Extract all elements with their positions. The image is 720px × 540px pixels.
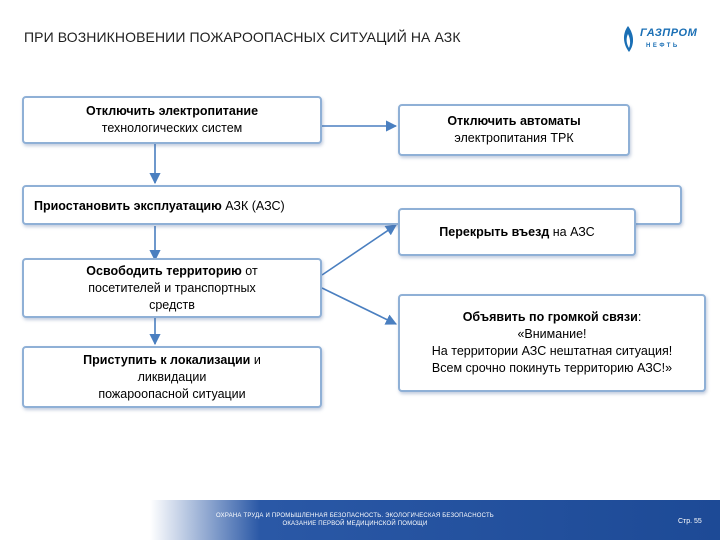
box6-bold: Объявить по громкой связи <box>462 310 638 324</box>
box6-line4: Всем срочно покинуть территорию АЗС!» <box>431 361 673 375</box>
box6-colon: : <box>637 310 642 324</box>
box5-normal3: средств <box>149 297 195 312</box>
logo-name: ГАЗПРОМ <box>640 27 698 39</box>
box-disable-power <box>22 96 322 144</box>
box-announce <box>398 294 706 392</box>
box7-normal3: пожароопасной ситуации <box>98 386 246 401</box>
box-block-entry <box>398 208 636 256</box>
box2-normal: электропитания ТРК <box>454 131 574 145</box>
box5-bold: Освободить территорию <box>86 263 242 278</box>
box2-bold: Отключить автоматы <box>447 114 581 128</box>
box3-bold: Приостановить эксплуатацию <box>34 199 222 213</box>
box1-normal: технологических систем <box>101 121 243 135</box>
box7-normal1: и <box>250 352 261 367</box>
box5-normal2: посетителей и транспортных <box>88 280 256 295</box>
box-disable-breakers <box>398 104 630 156</box>
page-number: Стр. 55 <box>678 518 702 525</box>
box1-bold: Отключить электропитание <box>85 104 259 118</box>
footer-line1: ОХРАНА ТРУДА И ПРОМЫШЛЕННАЯ БЕЗОПАСНОСТЬ. ЭКОЛОГИЧЕСКАЯ БЕЗОПАСНОСТЬ <box>216 513 494 519</box>
logo-sub: НЕФТЬ <box>646 43 680 49</box>
box6-line2: «Внимание! <box>517 327 587 341</box>
page-title: ПРИ ВОЗНИКНОВЕНИИ ПОЖАРООПАСНЫХ СИТУАЦИЙ НА АЗК <box>24 29 461 45</box>
box7-normal2: ликвидации <box>137 369 207 384</box>
box4-normal: на АЗС <box>549 224 595 239</box>
box3-normal: АЗК (АЗС) <box>221 199 285 213</box>
footer-line2: ОКАЗАНИЕ ПЕРВОЙ МЕДИЦИНСКОЙ ПОМОЩИ <box>282 521 428 527</box>
arrow-box5-to-box6 <box>322 288 396 324</box>
box7-bold: Приступить к локализации <box>83 352 251 367</box>
footer-text <box>185 512 525 528</box>
box5-normal1: от <box>241 263 258 278</box>
box-localize-fire <box>22 346 322 408</box>
box-clear-territory <box>22 258 322 318</box>
arrow-box5-to-box4 <box>322 225 396 275</box>
box4-bold: Перекрыть въезд <box>439 224 550 239</box>
box6-line3: На территории АЗС нештатная ситуация! <box>431 344 673 358</box>
